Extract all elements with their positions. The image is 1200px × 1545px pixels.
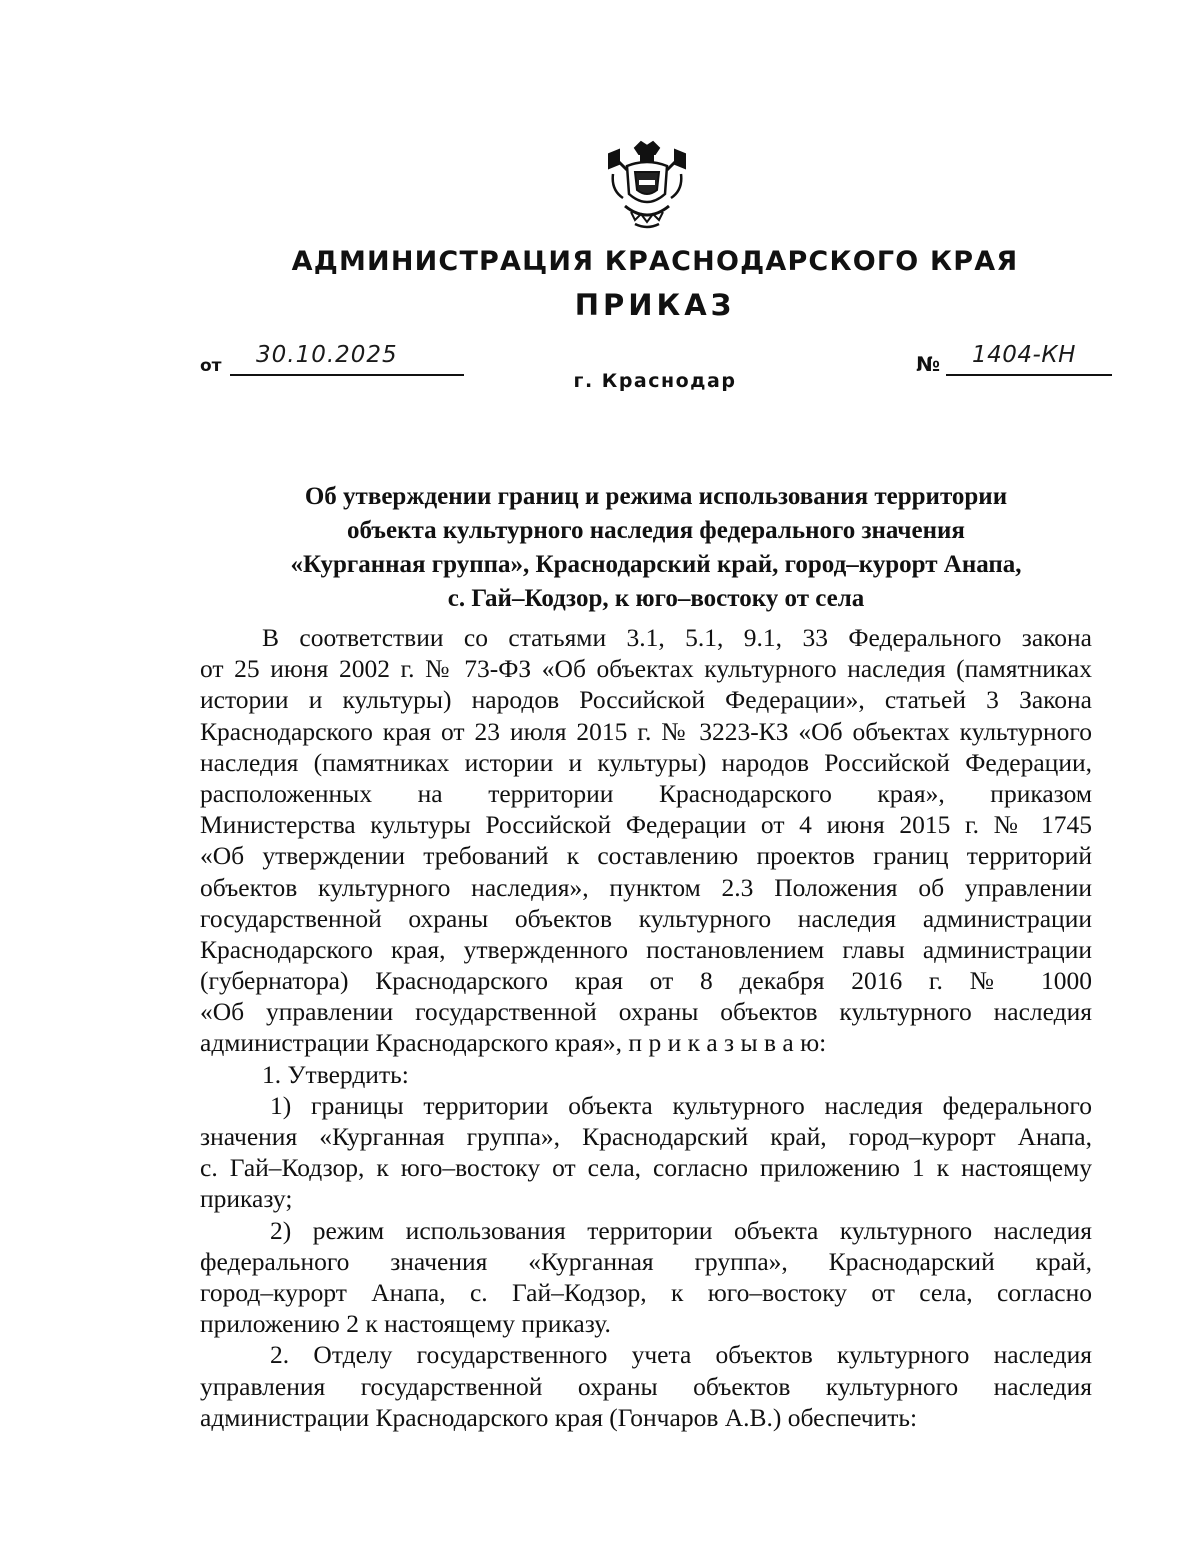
body-line: объектов культурного наследия», пунктом 2.3 Положения об управлении: [200, 872, 1092, 902]
city-name: г. Краснодар: [573, 370, 737, 392]
body-line: «Об утверждении требований к составлению проектов границ территорий: [200, 841, 1092, 871]
body-line: Краснодарского края от 23 июля 2015 г. № 3223-КЗ «Об объектах культурного: [200, 716, 1092, 746]
title-line: с. Гай–Кодзор, к юго–востоку от села: [447, 585, 865, 612]
body-line: Министерства культуры Российской Федерации от 4 июня 2015 г. № 1745: [200, 810, 1092, 840]
body-line: истории и культуры) народов Российской Федерации», статьей 3 Закона: [200, 685, 1092, 715]
body-line: от 25 июня 2002 г. № 73-ФЗ «Об объектах культурного наследия (памятниках: [200, 654, 1092, 684]
body-line: управления государственной охраны объектов культурного наследия: [200, 1371, 1092, 1401]
document-title: [200, 480, 1112, 616]
handwritten-date: 30.10.2025: [256, 342, 398, 368]
body-line: наследия (памятниках истории и культуры) народов Российской Федерации,: [200, 747, 1092, 777]
body-line: администрации Краснодарского края (Гончаров А.В.) обеспечить:: [200, 1402, 918, 1432]
number-prefix: №: [916, 352, 941, 376]
body-line: значения «Курганная группа», Краснодарский край, город–курорт Анапа,: [200, 1122, 1092, 1151]
body-line: 2) режим использования территории объекта культурного наследия: [270, 1215, 1092, 1245]
date-prefix: от: [200, 356, 222, 376]
body-line: (губернатора) Краснодарского края от 8 декабря 2016 г. № 1000: [200, 966, 1092, 996]
body-line: федерального значения «Курганная группа», Краснодарский край,: [200, 1246, 1092, 1276]
body-line: «Об управлении государственной охраны объектов культурного наследия: [200, 997, 1092, 1027]
document-type: ПРИКАЗ: [574, 288, 736, 322]
body-line: расположенных на территории Краснодарского края», приказом: [200, 778, 1092, 808]
body-line: Краснодарского края, утвержденного постановлением главы администрации: [200, 934, 1092, 964]
body-line: государственной охраны объектов культурного наследия администрации: [200, 903, 1092, 933]
body-line: приложению 2 к настоящему приказу.: [200, 1309, 611, 1339]
body-line: администрации Краснодарского края», п р и к а з ы в а ю:: [200, 1028, 827, 1058]
organization-name: АДМИНИСТРАЦИЯ КРАСНОДАРСКОГО КРАЯ: [291, 246, 1019, 277]
document-body: [200, 622, 1092, 1433]
body-line: с. Гай–Кодзор, к юго–востоку от села, согласно приложению 1 к настоящему: [200, 1153, 1092, 1183]
title-line: «Курганная группа», Краснодарский край, город–курорт Анапа,: [290, 551, 1022, 578]
title-line: объекта культурного наследия федерального значения: [347, 517, 965, 544]
handwritten-number: 1404-КН: [972, 342, 1076, 368]
body-line: город–курорт Анапа, с. Гай–Кодзор, к юго–востоку от села, согласно: [200, 1277, 1092, 1307]
body-line: приказу;: [200, 1184, 293, 1214]
title-line: Об утверждении границ и режима использования территории: [304, 483, 1008, 510]
body-line: В соответствии со статьями 3.1, 5.1, 9.1, 33 Федерального закона: [262, 623, 1092, 652]
body-line: 2. Отделу государственного учета объектов культурного наследия: [270, 1340, 1092, 1370]
coat-of-arms-icon: [605, 140, 689, 230]
body-line: 1. Утвердить:: [262, 1059, 409, 1089]
body-line: 1) границы территории объекта культурного наследия федерального: [270, 1090, 1092, 1120]
